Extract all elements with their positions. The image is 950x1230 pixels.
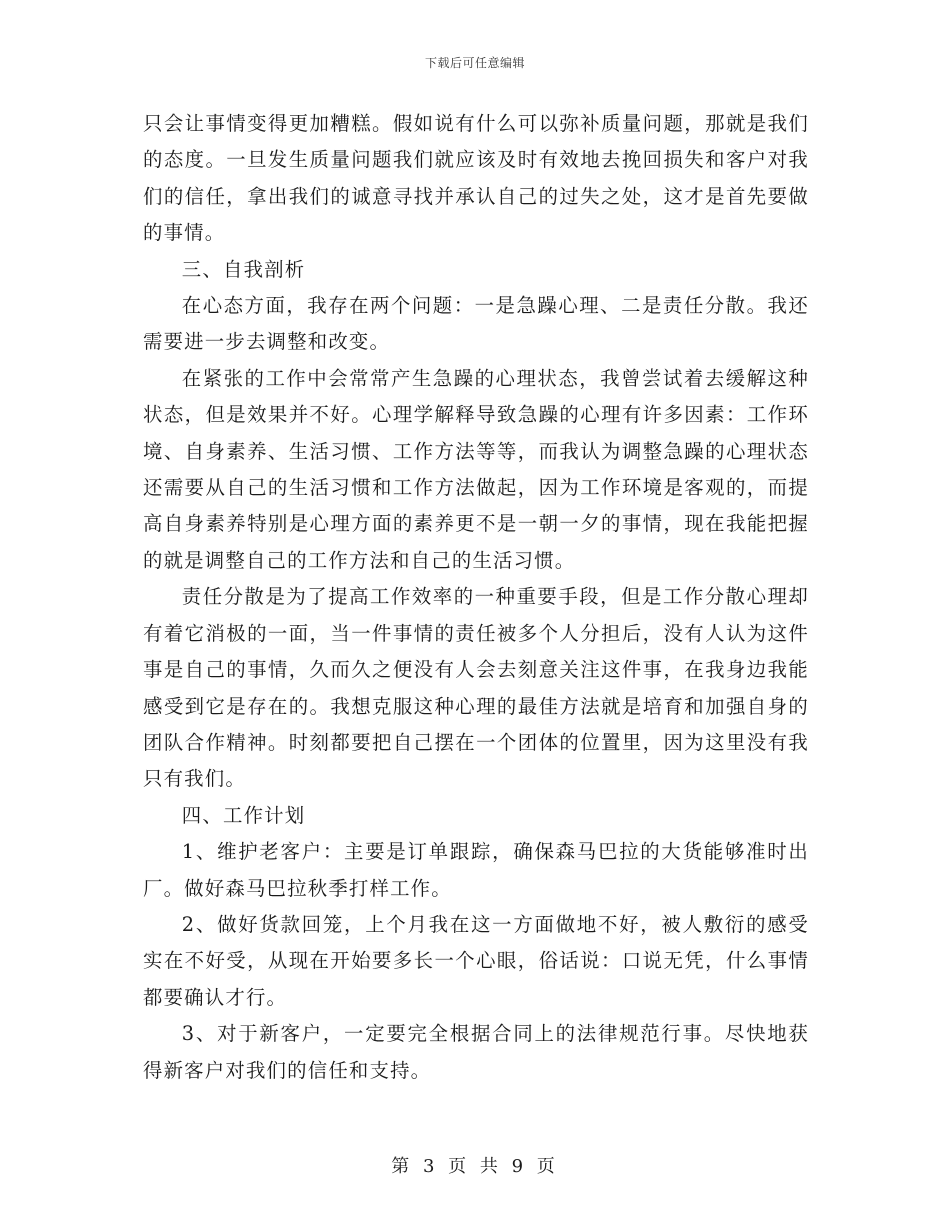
paragraph: 只会让事情变得更加糟糕。假如说有什么可以弥补质量问题，那就是我们的态度。一旦发生质量问题我们就应该及时有效地去挽回损失和客户对我们的信任，拿出我们的诚意寻找并承认自己的过失之处，这才是首先要做的事情。 <box>143 112 809 245</box>
page-number-footer: 第 3 页 共 9 页 <box>391 1156 559 1177</box>
list-item: 3、对于新客户，一定要完全根据合同上的法律规范行事。尽快地获得新客户对我们的信任和支持。 <box>143 1022 809 1082</box>
header-note: 下载后可任意编辑 <box>424 56 525 70</box>
list-item: 1、维护老客户：主要是订单跟踪，确保森马巴拉的大货能够准时出厂。做好森马巴拉秋季打样工作。 <box>143 840 809 900</box>
list-item: 2、做好货款回笼，上个月我在这一方面做地不好，被人敷衍的感受实在不好受，从现在开始要多长一个心眼，俗话说：口说无凭，什么事情都要确认才行。 <box>143 912 809 1009</box>
body-text <box>143 106 809 1089</box>
section-heading-self-analysis: 三、自我剖析 <box>181 257 306 281</box>
section-heading-work-plan: 四、工作计划 <box>181 803 306 827</box>
paragraph: 在紧张的工作中会常常产生急躁的心理状态，我曾尝试着去缓解这种状态，但是效果并不好。心理学解释导致急躁的心理有许多因素：工作环境、自身素养、生活习惯、工作方法等等，而我认为调整急躁的心理状态还需要从自己的生活习惯和工作方法做起，因为工作环境是客观的，而提高自身素养特别是心理方面的素养更不是一朝一夕的事情，现在我能把握的就是调整自己的工作方法和自己的生活习惯。 <box>143 366 809 572</box>
paragraph: 责任分散是为了提高工作效率的一种重要手段，但是工作分散心理却有着它消极的一面，当一件事情的责任被多个人分担后，没有人认为这件事是自己的事情，久而久之便没有人会去刻意关注这件事，在我身边我能感受到它是存在的。我想克服这种心理的最佳方法就是培育和加强自身的团队合作精神。时刻都要把自己摆在一个团体的位置里，因为这里没有我只有我们。 <box>143 585 809 791</box>
paragraph: 在心态方面，我存在两个问题：一是急躁心理、二是责任分散。我还需要进一步去调整和改变。 <box>143 294 809 354</box>
